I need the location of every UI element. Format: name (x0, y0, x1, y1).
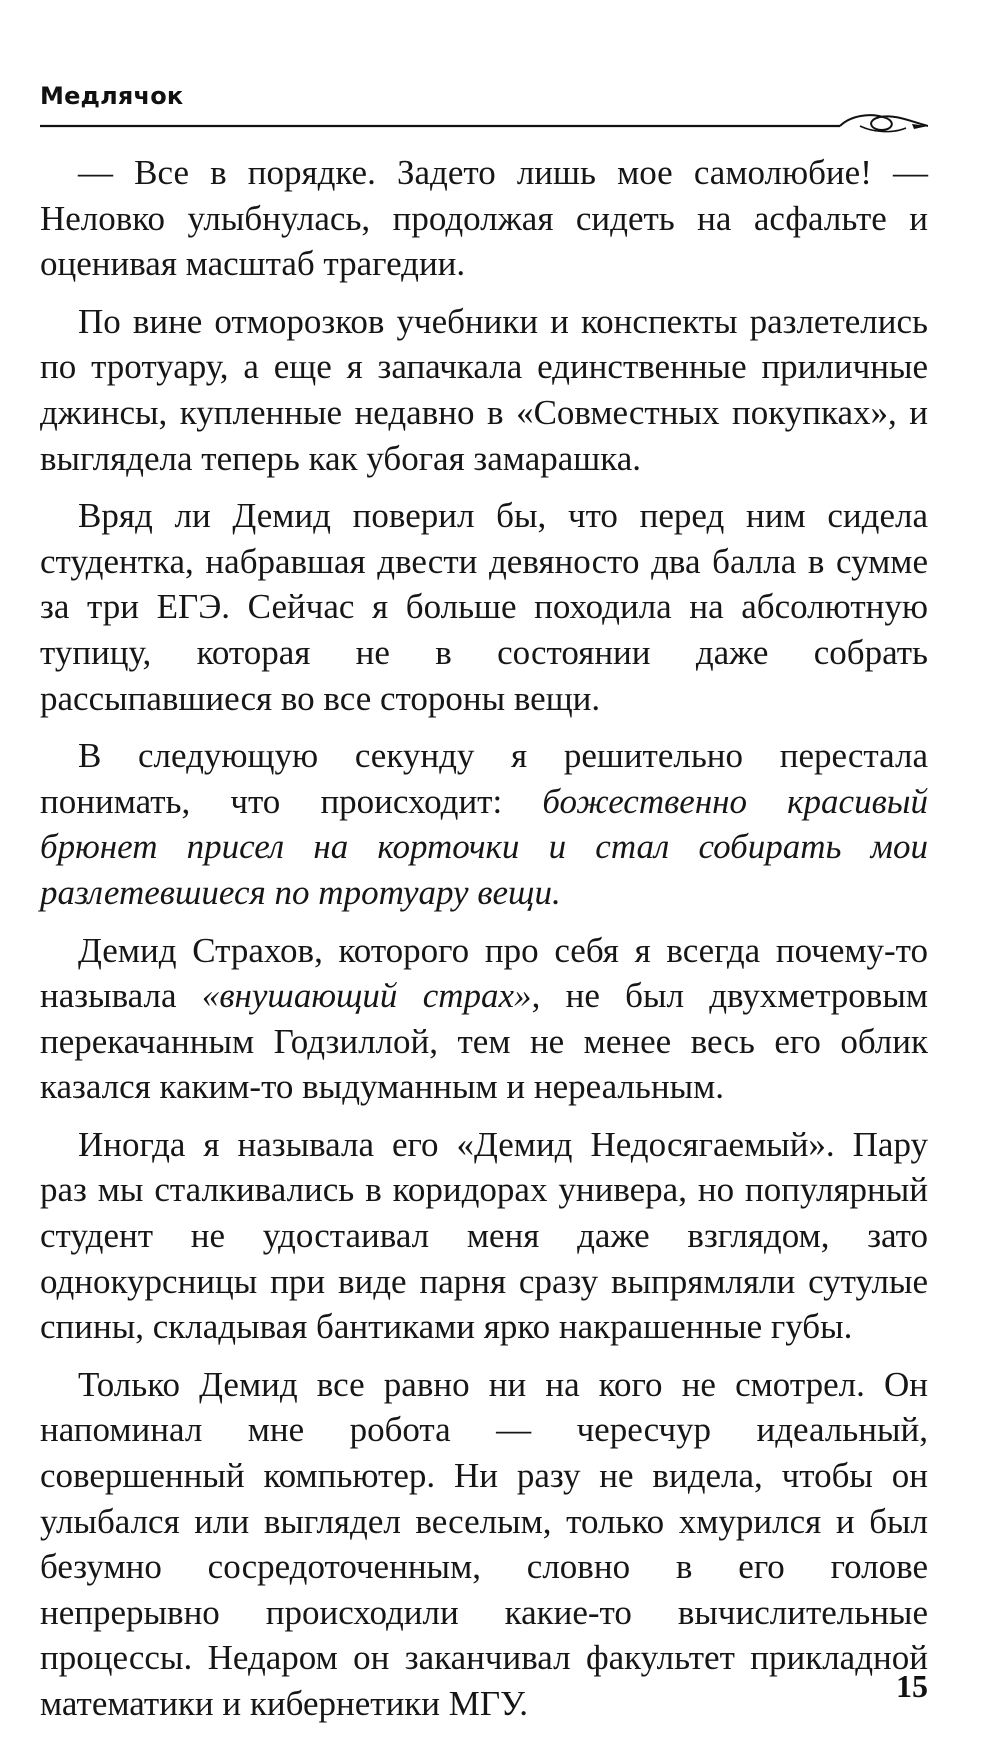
italic-text: божественно красивый брюнет присел на корточки и стал собирать мои разлетевшиеся по тротуару вещи. (40, 781, 928, 912)
ornamental-rule (40, 108, 928, 136)
paragraph (40, 928, 928, 1110)
paragraph (40, 1122, 928, 1350)
body-text (40, 150, 928, 1727)
paragraph-text: Вряд ли Демид поверил бы, что перед ним сидела студентка, набравшая двести девяносто два балла в сумме за три ЕГЭ. Сейчас я больше походила на абсолютную тупицу, которая не в состоянии даже собрать рассыпавшиеся во все стороны вещи. (40, 496, 928, 718)
paragraph (40, 733, 928, 915)
paragraph (40, 493, 928, 721)
paragraph (40, 150, 928, 287)
paragraph-text: Иногда я называла его «Демид Недосягаемый». Пару раз мы сталкивались в коридорах универа, но популярный студент не удостаивал меня даже взглядом, зато однокурсницы при виде парня сразу выпрямляли сутулые спины, складывая бантиками ярко накрашенные губы. (40, 1124, 928, 1347)
page-number: 15 (896, 1668, 928, 1704)
paragraph-text: По вине отморозков учебники и конспекты разлетелись по тротуару, а еще я запачкала единственные приличные джинсы, купленные недавно в «Совместных покупках», и выглядела теперь как убогая замарашка. (40, 301, 928, 478)
running-head: Медлячок (40, 82, 184, 110)
paragraph-text: В следующую секунду я решительно перестала понимать, что происходит: (40, 736, 928, 821)
italic-text: «внушающий страх» (201, 976, 532, 1016)
paragraph-text: Демид Страхов, которого про себя я всегда почему-то называла (40, 930, 928, 1016)
paragraph (40, 299, 928, 481)
paragraph-text: , не был двухметровым перекачанным Годзиллой, тем не менее весь его облик казался каким-то выдуманным и нереальным. (40, 976, 928, 1107)
paragraph (40, 1362, 928, 1727)
paragraph-text: — Все в порядке. Задето лишь мое самолюбие! — Неловко улыбнулась, продолжая сидеть на асфальте и оценивая масштаб трагедии. (40, 153, 928, 284)
paragraph-text: Только Демид все равно ни на кого не смотрел. Он напоминал мне робота — чересчур идеальный, совершенный компьютер. Ни разу не видела, чтобы он улыбался или выглядел веселым, только хмурился и был безумно сосредоточенным, словно в его голове непрерывно происходили какие-то вычислительные процессы. Недаром он заканчивал факультет прикладной математики и кибернетики МГУ. (40, 1364, 928, 1723)
